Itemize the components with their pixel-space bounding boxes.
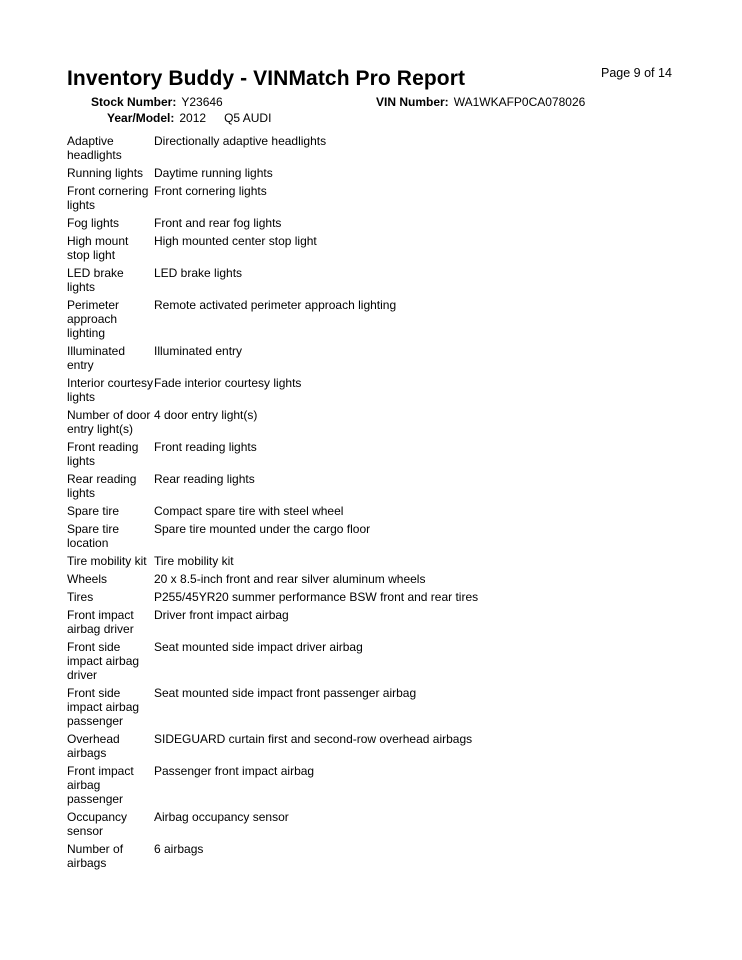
year-value: 2012 xyxy=(179,111,207,125)
spec-value: Rear reading lights xyxy=(154,472,255,486)
spec-value: Spare tire mounted under the cargo floor xyxy=(154,522,371,536)
spec-name: Spare tire location xyxy=(67,522,120,550)
spec-value: 6 airbags xyxy=(154,842,204,856)
spec-value: SIDEGUARD curtain first and second-row overhead airbags xyxy=(154,732,473,746)
spec-row xyxy=(67,504,478,522)
spec-row xyxy=(67,266,478,298)
spec-name: Number of airbags xyxy=(67,842,124,870)
vin-number-label: VIN Number: xyxy=(376,95,449,109)
year-model-label: Year/Model: xyxy=(107,111,175,125)
spec-name: Tires xyxy=(67,590,94,604)
spec-value: Remote activated perimeter approach lighting xyxy=(154,298,397,312)
spec-row xyxy=(67,608,478,640)
spec-value: High mounted center stop light xyxy=(154,234,317,248)
spec-row xyxy=(67,686,478,732)
spec-value: Daytime running lights xyxy=(154,166,273,180)
spec-row xyxy=(67,298,478,344)
spec-name: Illuminated entry xyxy=(67,344,126,372)
spec-row xyxy=(67,216,478,234)
spec-row xyxy=(67,134,478,166)
report-title: Inventory Buddy - VINMatch Pro Report xyxy=(67,67,466,90)
spec-value: Front reading lights xyxy=(154,440,257,454)
spec-row xyxy=(67,554,478,572)
spec-name: Front reading lights xyxy=(67,440,139,468)
spec-value: Passenger front impact airbag xyxy=(154,764,315,778)
vin-number-row xyxy=(376,95,585,109)
spec-name: Front impact airbag driver xyxy=(67,608,134,636)
spec-value: Directionally adaptive headlights xyxy=(154,134,327,148)
spec-row xyxy=(67,344,478,376)
spec-name: Tire mobility kit xyxy=(67,554,147,568)
spec-row xyxy=(67,522,478,554)
spec-value: Illuminated entry xyxy=(154,344,243,358)
spec-table-body xyxy=(67,134,478,874)
stock-number-row xyxy=(91,95,223,109)
spec-name: Perimeter approach lighting xyxy=(67,298,120,340)
year-model-row xyxy=(107,111,271,125)
spec-name: High mount stop light xyxy=(67,234,129,262)
spec-value: Seat mounted side impact front passenger airbag xyxy=(154,686,417,700)
spec-row xyxy=(67,640,478,686)
spec-row xyxy=(67,440,478,472)
spec-row xyxy=(67,234,478,266)
spec-name: Front side impact airbag driver xyxy=(67,640,140,682)
spec-name: Adaptive headlights xyxy=(67,134,122,162)
spec-row xyxy=(67,732,478,764)
spec-row xyxy=(67,408,478,440)
spec-name: Rear reading lights xyxy=(67,472,137,500)
spec-row xyxy=(67,376,478,408)
spec-row xyxy=(67,842,478,874)
spec-row xyxy=(67,166,478,184)
spec-value: Tire mobility kit xyxy=(154,554,234,568)
spec-value: Front cornering lights xyxy=(154,184,267,198)
spec-name: Interior courtesy lights xyxy=(67,376,154,404)
spec-value: Airbag occupancy sensor xyxy=(154,810,289,824)
vin-number-value: WA1WKAFP0CA078026 xyxy=(453,95,586,109)
spec-row xyxy=(67,572,478,590)
spec-name: Front cornering lights xyxy=(67,184,149,212)
spec-table xyxy=(67,134,478,874)
spec-row xyxy=(67,810,478,842)
stock-number-label: Stock Number: xyxy=(91,95,177,109)
spec-value: Driver front impact airbag xyxy=(154,608,289,622)
spec-value: Front and rear fog lights xyxy=(154,216,282,230)
spec-value: Fade interior courtesy lights xyxy=(154,376,302,390)
spec-row xyxy=(67,184,478,216)
spec-name: Fog lights xyxy=(67,216,120,230)
spec-name: Front impact airbag passenger xyxy=(67,764,134,806)
model-value: Q5 AUDI xyxy=(224,111,272,125)
spec-row xyxy=(67,764,478,810)
spec-name: Spare tire xyxy=(67,504,120,518)
spec-value: 4 door entry light(s) xyxy=(154,408,258,422)
spec-row xyxy=(67,472,478,504)
spec-name: Front side impact airbag passenger xyxy=(67,686,140,728)
spec-row xyxy=(67,590,478,608)
spec-value: 20 x 8.5-inch front and rear silver aluminum wheels xyxy=(154,572,426,586)
spec-name: Wheels xyxy=(67,572,108,586)
spec-value: LED brake lights xyxy=(154,266,243,280)
stock-number-value: Y23646 xyxy=(181,95,223,109)
page-number: Page 9 of 14 xyxy=(601,66,672,80)
spec-value: P255/45YR20 summer performance BSW front and rear tires xyxy=(154,590,479,604)
spec-value: Seat mounted side impact driver airbag xyxy=(154,640,363,654)
spec-name: Number of door entry light(s) xyxy=(67,408,151,436)
spec-name: Overhead airbags xyxy=(67,732,120,760)
spec-name: Occupancy sensor xyxy=(67,810,128,838)
spec-name: LED brake lights xyxy=(67,266,124,294)
spec-name: Running lights xyxy=(67,166,144,180)
spec-value: Compact spare tire with steel wheel xyxy=(154,504,344,518)
